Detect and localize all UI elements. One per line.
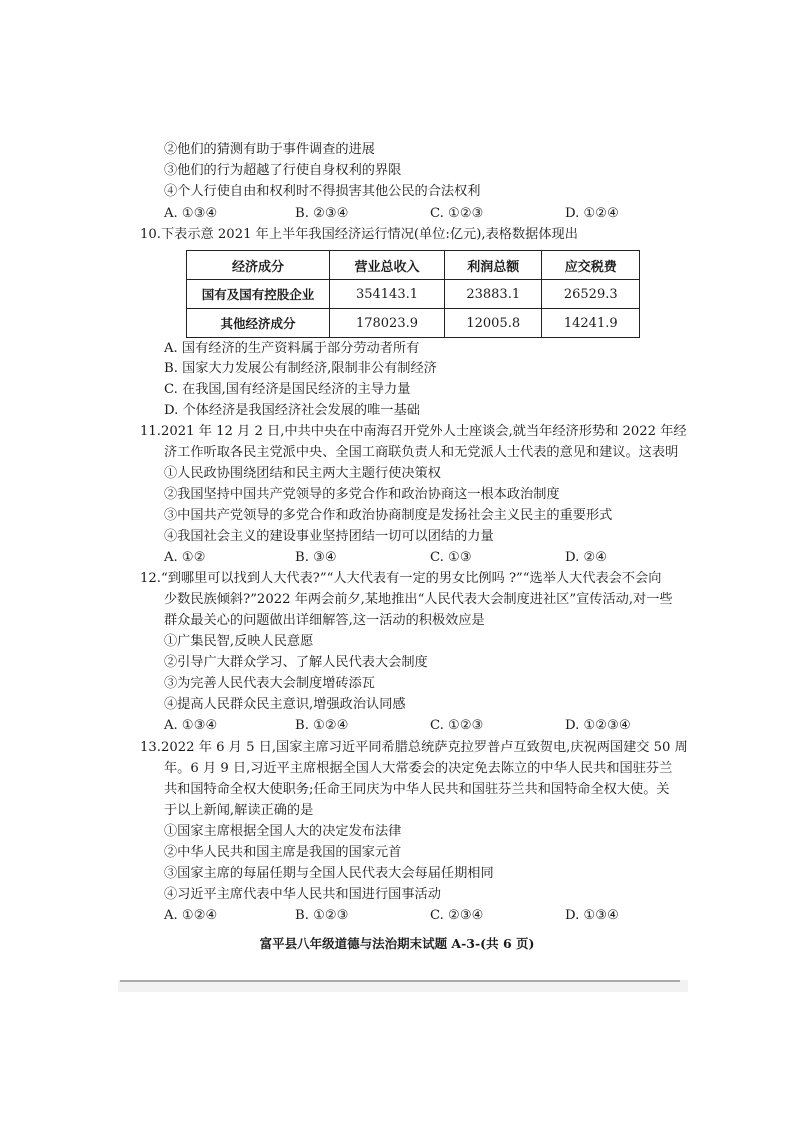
q12-stem-line-1: 12.“到哪里可以找到人大代表?”“人大代表有一定的男女比例吗 ?”“选举人大代表会不会向 — [140, 571, 662, 586]
q13-option-b: B. ①②③ — [295, 908, 349, 923]
q10-stem: 10.下表示意 2021 年上半年我国经济运行情况(单位:亿元),表格数据体现出 — [140, 227, 578, 242]
q13-stem-line-1: 13.2022 年 6 月 5 日,国家主席习近平同希腊总统萨克拉罗普卢互致贺电,庆祝两国建交 50 周 — [140, 740, 688, 755]
q13-item-3: ③国家主席的每届任期与全国人民代表大会每届任期相同 — [164, 866, 494, 881]
q9-item-3: ③他们的行为超越了行使自身权利的界限 — [164, 163, 402, 178]
q12-option-b: B. ①②④ — [295, 718, 349, 733]
q13-item-2: ②中华人民共和国主席是我国的国家元首 — [164, 845, 402, 860]
q13-stem-line-4: 于以上新闻,解读正确的是 — [164, 803, 314, 818]
q9-option-c: C. ①②③ — [430, 206, 484, 221]
q12-item-2: ②引导广大群众学习、了解人民代表大会制度 — [164, 655, 428, 670]
q11-stem-line-2: 济工作听取各民主党派中央、全国工商联负责人和无党派人士代表的意见和建议。这表明 — [164, 445, 679, 460]
q13-stem-line-3: 共和国特命全权大使职务;任命王同庆为中华人民共和国驻芬兰共和国特命全权大使。关 — [164, 782, 670, 797]
q11-option-a: A. ①② — [164, 550, 206, 565]
q9-item-2: ②他们的猜测有助于事件调查的进展 — [164, 142, 375, 157]
table-cell: 12005.8 — [444, 309, 542, 338]
q11-item-3: ③中国共产党领导的多党合作和政治协商制度是发扬社会主义民主的重要形式 — [164, 508, 613, 523]
economy-table — [186, 250, 640, 338]
table-cell: 国有及国有控股企业 — [187, 280, 330, 309]
q11-stem-line-1: 11.2021 年 12 月 2 日,中共中央在中南海召开党外人士座谈会,就当年经济形势和 2022 年经 — [140, 424, 687, 439]
q12-option-a: A. ①③④ — [164, 718, 218, 733]
q11-item-4: ④我国社会主义的建设事业坚持团结一切可以团结的力量 — [164, 529, 494, 544]
q11-option-b: B. ③④ — [295, 550, 337, 565]
q12-option-c: C. ①②③ — [430, 718, 484, 733]
page-footer: 富平县八年级道德与法治期末试题 A-3-(共 6 页) — [259, 936, 535, 951]
q11-option-d: D. ②④ — [565, 550, 608, 565]
q13-item-1: ①国家主席根据全国人大的决定发布法律 — [164, 824, 402, 839]
table-header-cell: 利润总额 — [444, 251, 542, 280]
table-cell: 178023.9 — [330, 309, 445, 338]
q11-item-2: ②我国坚持中国共产党领导的多党合作和政治协商这一根本政治制度 — [164, 487, 560, 502]
table-header-cell: 经济成分 — [187, 251, 330, 280]
q9-item-4: ④个人行使自由和权利时不得损害其他公民的合法权利 — [164, 184, 481, 199]
q12-option-d: D. ①②③④ — [565, 718, 631, 733]
table-cell: 14241.9 — [542, 309, 640, 338]
q12-stem-line-2: 少数民族倾斜?”2022 年两会前夕,某地推出“人民代表大会制度进社区”宣传活动,对一些 — [164, 592, 673, 607]
q10-option-b: B. 国家大力发展公有制经济,限制非公有制经济 — [164, 361, 437, 376]
q10-option-d: D. 个体经济是我国经济社会发展的唯一基础 — [164, 403, 420, 418]
table-header-cell: 营业总收入 — [330, 251, 445, 280]
q11-option-c: C. ①③ — [430, 550, 472, 565]
q12-item-1: ①广集民智,反映人民意愿 — [164, 634, 314, 649]
q10-option-a: A. 国有经济的生产资料属于部分劳动者所有 — [164, 341, 420, 356]
table-cell: 354143.1 — [330, 280, 445, 309]
q9-option-a: A. ①③④ — [164, 206, 218, 221]
q13-item-4: ④习近平主席代表中华人民共和国进行国事活动 — [164, 887, 441, 902]
q13-option-d: D. ①③④ — [565, 908, 619, 923]
table-cell: 其他经济成分 — [187, 309, 330, 338]
table-header-cell: 应交税费 — [542, 251, 640, 280]
q12-stem-line-3: 群众最关心的问题做出详细解答,这一活动的积极效应是 — [164, 613, 485, 628]
scan-edge-line — [120, 980, 680, 982]
q13-option-a: A. ①②④ — [164, 908, 218, 923]
table-header-row — [187, 251, 640, 280]
q12-item-3: ③为完善人民代表大会制度增砖添瓦 — [164, 676, 375, 691]
q9-option-d: D. ①②④ — [565, 206, 619, 221]
table-cell: 23883.1 — [444, 280, 542, 309]
q9-option-b: B. ②③④ — [295, 206, 349, 221]
q11-item-1: ①人民政协围绕团结和民主两大主题行使决策权 — [164, 466, 441, 481]
q10-option-c: C. 在我国,国有经济是国民经济的主导力量 — [164, 382, 411, 397]
table-cell: 26529.3 — [542, 280, 640, 309]
q13-option-c: C. ②③④ — [430, 908, 484, 923]
table-row — [187, 280, 640, 309]
q13-stem-line-2: 年。6 月 9 日,习近平主席根据全国人大常委会的决定免去陈立的中华人民共和国驻芬兰 — [164, 761, 673, 776]
table-row — [187, 309, 640, 338]
q12-item-4: ④提高人民群众民主意识,增强政治认同感 — [164, 697, 406, 712]
